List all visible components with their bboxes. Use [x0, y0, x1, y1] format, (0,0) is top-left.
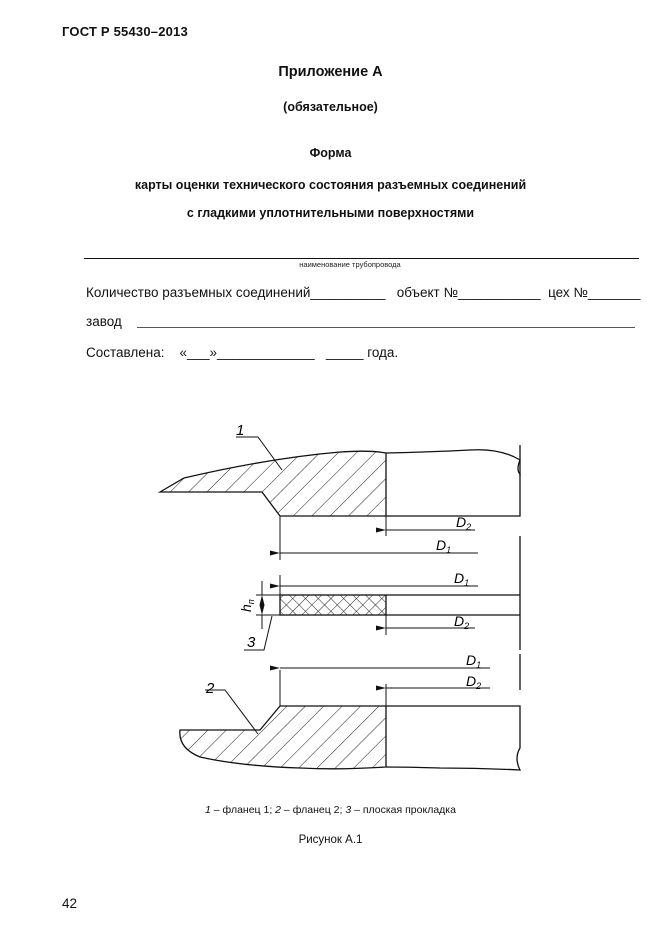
plant-field[interactable] — [137, 327, 635, 328]
dim-d2-label-gasket: $D_2$ — [454, 613, 470, 631]
flange-1-number: 1 — [236, 422, 245, 439]
dim-h-label: $h_п$ — [238, 599, 256, 612]
appendix-status: (обязательное) — [283, 100, 378, 114]
form-title-line1: карты оценки технического состояния разъемных соединений — [134, 178, 527, 192]
flange-2-number: 2 — [206, 680, 215, 697]
plant-label: завод — [86, 314, 122, 329]
flange-1-section — [160, 445, 520, 516]
gasket-number: 3 — [247, 634, 256, 651]
appendix-title: Приложение А — [278, 64, 383, 80]
connections-count-row[interactable]: Количество разъемных соединений__________ объект №___________ цех №_______ — [86, 285, 641, 300]
document-header: ГОСТ Р 55430–2013 — [62, 24, 188, 39]
flange-connection-figure — [150, 415, 550, 790]
pipeline-name-caption: наименование трубопровода — [299, 260, 401, 269]
form-label: Форма — [309, 146, 352, 160]
dim-d1-label-gasket: $D_1$ — [454, 570, 470, 588]
dim-d1-label-bottom: $D_1$ — [466, 652, 482, 670]
figure-legend: 1 – фланец 1; 2 – фланец 2; 3 – плоская прокладка — [205, 804, 456, 816]
dim-d2-label-top: $D_2$ — [456, 514, 472, 532]
page-number: 42 — [62, 896, 78, 911]
figure-caption: Рисунок А.1 — [298, 834, 363, 846]
form-title-line2: с гладкими уплотнительными поверхностями — [186, 206, 475, 220]
dim-d1-label-top: $D_1$ — [436, 537, 452, 555]
compiled-date-row[interactable]: Составлена: «___»_____________ _____ года. — [86, 345, 399, 360]
pipeline-name-field[interactable] — [84, 258, 639, 259]
flange-2-section — [180, 654, 520, 770]
dim-d2-label-bottom: $D_2$ — [466, 673, 482, 691]
